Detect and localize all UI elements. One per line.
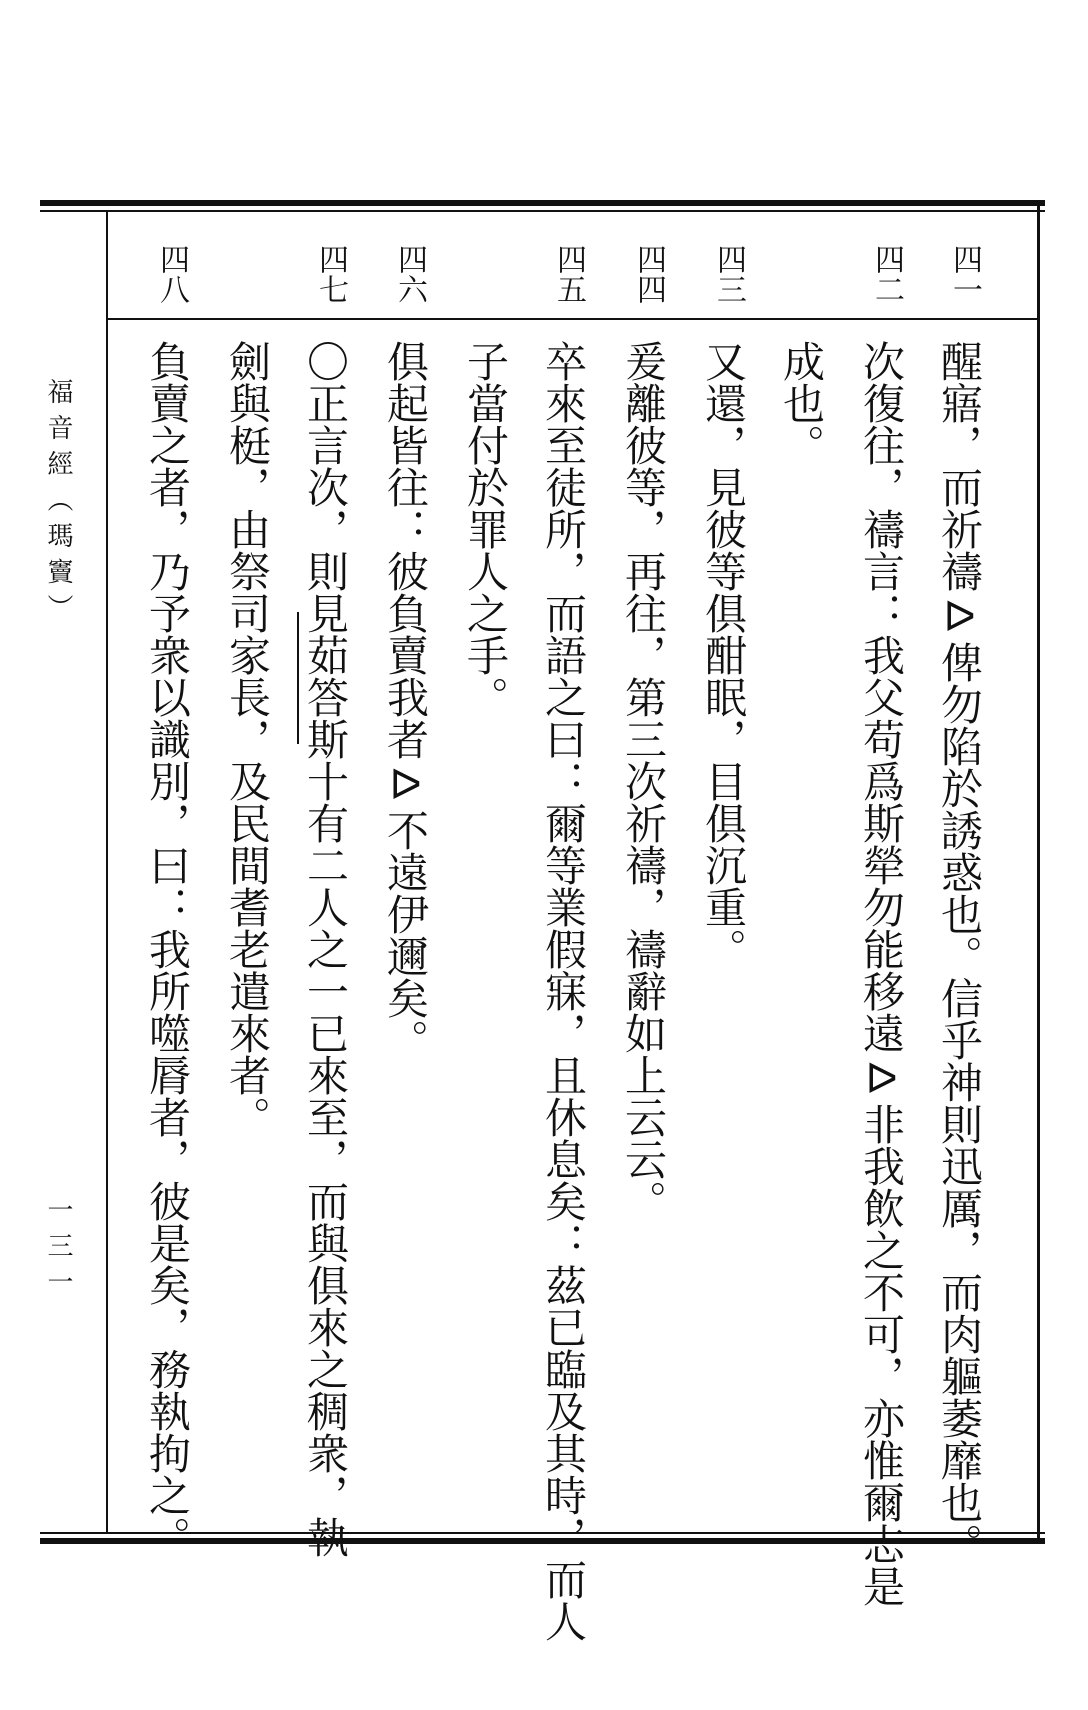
verse-number-divider xyxy=(108,318,1037,320)
verse-number-41: 四一 xyxy=(947,244,982,304)
text-column-6: 卒來至徒所，而語之曰：爾等業假寐，且休息矣：茲已臨及其時，而人 xyxy=(539,340,588,1642)
proper-name-mark xyxy=(297,612,299,744)
verse-number-45: 四五 xyxy=(551,244,586,304)
text-column-4: 又還，見彼等俱酣眠，目俱沉重。 xyxy=(699,340,748,970)
verse-number-47: 四七 xyxy=(313,244,348,304)
verse-number-42: 四二 xyxy=(869,244,904,304)
verse-number-43: 四三 xyxy=(711,244,746,304)
text-column-9: 〇正言次，則見茹答斯十有二人之一已來至，而與俱來之稠衆，執 xyxy=(301,340,350,1558)
text-column-10: 劍與梃，由祭司家長，及民間耆老遣來者。 xyxy=(223,340,272,1138)
text-column-7: 子當付於罪人之手。 xyxy=(461,340,510,718)
text-column-11: 負賣之者，乃予衆以識別，曰：我所噬脣者，彼是矣，務執拘之。 xyxy=(143,340,192,1558)
text-column-5: 爰離彼等，再往，第三次祈禱，禱辭如上云云。 xyxy=(619,340,668,1222)
top-border-thick xyxy=(40,200,1045,206)
running-title: 福音經（瑪竇） xyxy=(43,378,73,630)
top-border-thin xyxy=(40,210,1045,212)
verse-number-48: 四八 xyxy=(154,244,189,304)
right-border xyxy=(1037,200,1040,1544)
page-number: 一三一 xyxy=(43,1196,73,1304)
text-column-8: 俱起皆往：彼負賣我者ᐅ不遠伊邇矣。 xyxy=(381,340,430,1061)
inner-left-rule xyxy=(106,212,108,1534)
text-column-1: 醒寤，而祈禱ᐅ俾勿陷於誘惑也。信乎神則迅厲，而肉軀萎靡也。 xyxy=(935,340,984,1565)
text-column-3: 成也。 xyxy=(777,340,826,466)
verse-number-44: 四四 xyxy=(631,244,666,304)
verse-number-46: 四六 xyxy=(392,244,427,304)
text-column-2: 次復往，禱言：我父苟爲斯犖勿能移遠ᐅ非我飲之不可，亦惟爾志是 xyxy=(857,340,906,1607)
